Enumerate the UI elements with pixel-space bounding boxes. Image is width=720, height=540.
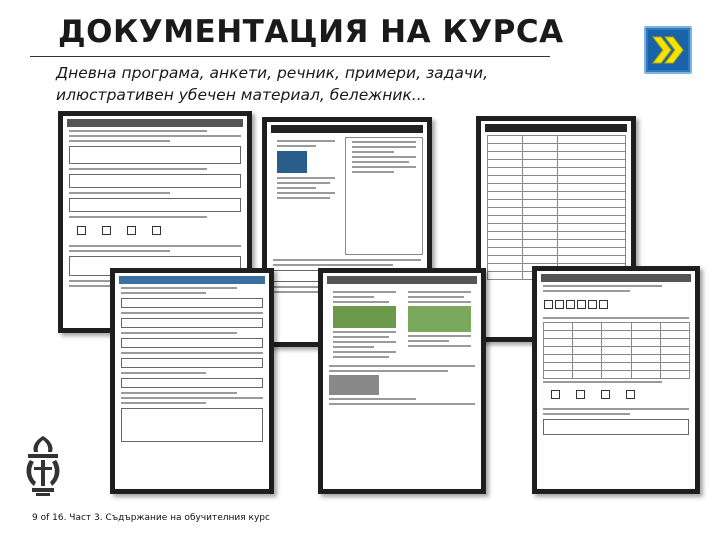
- next-slide-button[interactable]: [644, 26, 692, 74]
- feedback-form-thumbnail: [532, 266, 700, 494]
- institution-logo-icon: [22, 434, 64, 498]
- slide-footer: 9 of 16. Част 3. Съдържание на обучителния курс: [32, 513, 270, 523]
- teacher-card-thumbnail: [110, 268, 274, 494]
- double-chevron-right-icon: [651, 35, 685, 65]
- title-divider: [30, 56, 550, 57]
- email-lesson-thumbnail: [318, 268, 486, 494]
- slide-title: ДОКУМЕНТАЦИЯ НА КУРСА: [58, 14, 564, 50]
- slide-subtitle: Дневна програма, анкети, речник, примери, задачи, илюстративен убечен материал, бележник...: [56, 64, 489, 104]
